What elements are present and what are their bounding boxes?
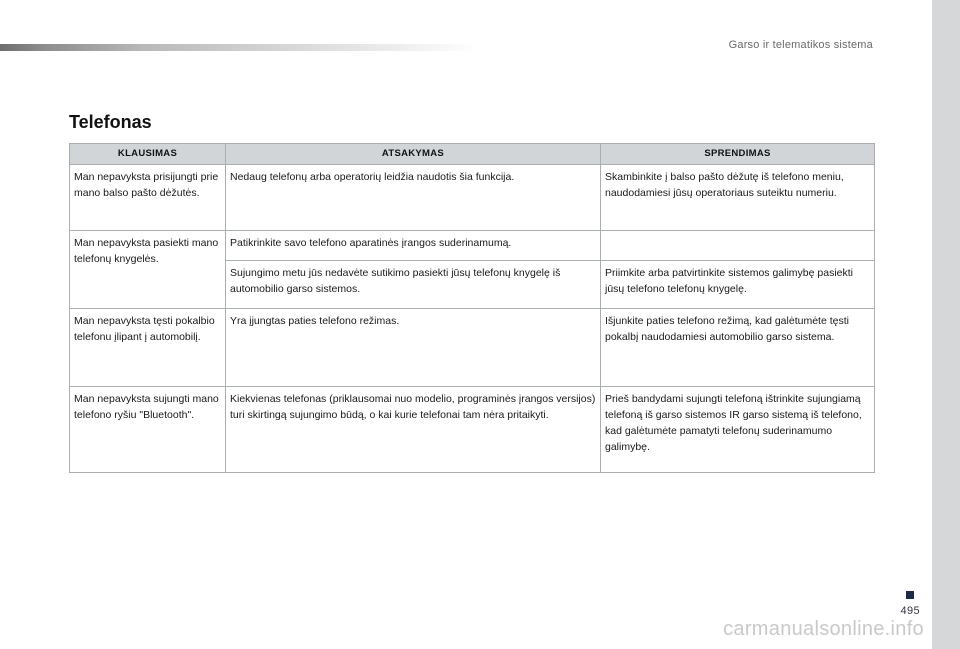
question-cell: Man nepavyksta pasiekti mano telefonų knygelės. <box>70 231 226 309</box>
answer-cell: Kiekvienas telefonas (priklausomai nuo modelio, programinės įrangos versijos) turi skirtingą sujungimo būdą, o kai kurie telefonai tam nėra pritaikyti. <box>226 387 601 473</box>
answer-cell: Yra įjungtas paties telefono režimas. <box>226 309 601 387</box>
header-gradient-bar <box>0 44 480 51</box>
column-header-question: KLAUSIMAS <box>70 144 226 165</box>
chapter-title: Garso ir telematikos sistema <box>728 39 873 51</box>
question-cell: Man nepavyksta tęsti pokalbio telefonu įlipant į automobilį. <box>70 309 226 387</box>
column-header-solution: SPRENDIMAS <box>601 144 875 165</box>
question-cell: Man nepavyksta prisijungti prie mano balso pašto dėžutės. <box>70 165 226 231</box>
table-row <box>70 165 875 231</box>
solution-cell: Prieš bandydami sujungti telefoną ištrinkite sujungiamą telefoną iš garso sistemos IR garso sistemą iš telefono, kad galėtumėte pamatyti telefonų suderinamumo galimybę. <box>601 387 875 473</box>
column-header-answer: ATSAKYMAS <box>226 144 601 165</box>
faq-table <box>69 143 875 473</box>
answer-cell: Patikrinkite savo telefono aparatinės įrangos suderinamumą. <box>226 231 601 261</box>
table-row <box>70 231 875 261</box>
answer-cell: Nedaug telefonų arba operatorių leidžia naudotis šia funkcija. <box>226 165 601 231</box>
answer-cell: Sujungimo metu jūs nedavėte sutikimo pasiekti jūsų telefonų knygelę iš automobilio garso sistemos. <box>226 261 601 309</box>
table-row <box>70 309 875 387</box>
table-row <box>70 387 875 473</box>
solution-cell: Skambinkite į balso pašto dėžutę iš telefono meniu, naudodamiesi jūsų operatoriaus suteiktu numeriu. <box>601 165 875 231</box>
solution-cell: Išjunkite paties telefono režimą, kad galėtumėte tęsti pokalbį naudodamiesi automobilio garso sistema. <box>601 309 875 387</box>
page-number: 495 <box>900 605 920 617</box>
page-marker-square <box>906 591 914 599</box>
side-strip <box>932 0 960 649</box>
watermark-text: carmanualsonline.info <box>723 618 924 640</box>
table-header-row <box>70 144 875 165</box>
section-title: Telefonas <box>69 112 152 132</box>
question-cell: Man nepavyksta sujungti mano telefono ryšiu "Bluetooth". <box>70 387 226 473</box>
solution-cell <box>601 231 875 261</box>
solution-cell: Priimkite arba patvirtinkite sistemos galimybę pasiekti jūsų telefono telefonų knygelę. <box>601 261 875 309</box>
